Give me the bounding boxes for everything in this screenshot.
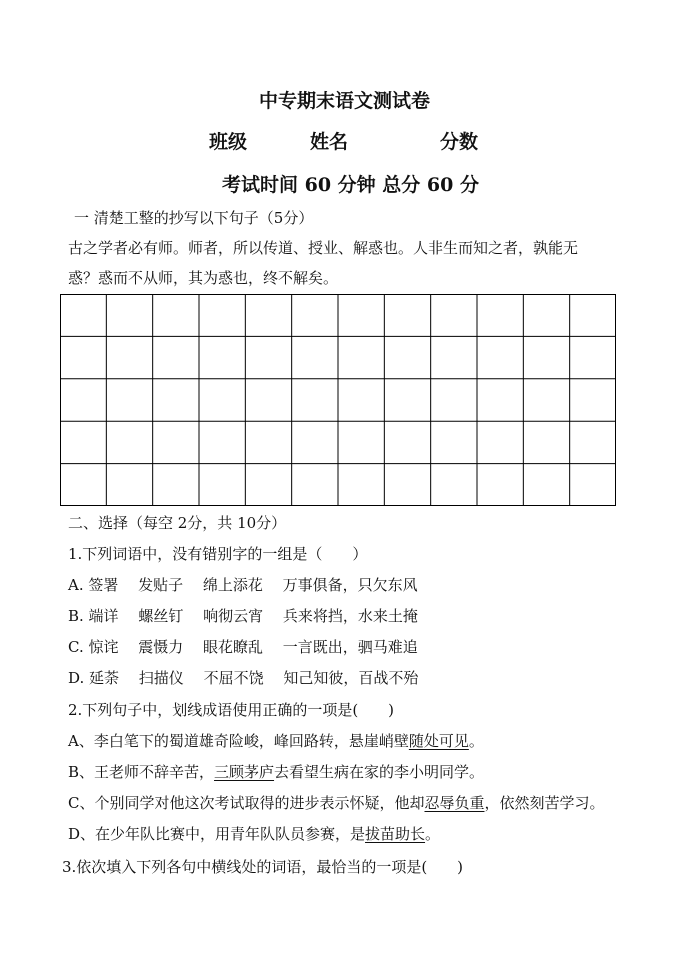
q2-a-text: A、李白笔下的蜀道雄奇险峻，峰回路转，悬崖峭壁 — [68, 732, 409, 750]
q1-option-d: D. 延荼 扫描仪 不屈不饶 知己知彼，百战不殆 — [68, 669, 419, 687]
class-label: 班级 — [209, 131, 248, 153]
copy-grid[interactable] — [60, 294, 616, 506]
passage-line-2: 惑？惑而不从师，其为惑也，终不解矣。 — [68, 269, 339, 287]
score-label: 分数 — [440, 131, 479, 153]
section1-heading: 一 清楚工整的抄写以下句子（5分） — [74, 209, 314, 227]
page-title: 中专期末语文测试卷 — [259, 90, 431, 112]
section2-heading: 二、选择（每空 2分，共 10分） — [68, 514, 287, 532]
q3-stem: 3.依次填入下列各句中横线处的词语，最恰当的一项是( ) — [62, 858, 464, 876]
q2-option-a — [68, 730, 484, 751]
q2-d-end: 。 — [425, 825, 441, 843]
q1-option-a: A. 签署 发贴子 绵上添花 万事俱备，只欠东风 — [68, 576, 418, 594]
q2-a-idiom: 随处可见 — [408, 732, 469, 750]
q1-option-b: B. 端详 螺丝钉 响彻云宵 兵来将挡，水来土掩 — [68, 607, 418, 625]
q2-option-d — [68, 823, 440, 844]
exam-info: 考试时间 60 分钟 总分 60 分 — [222, 174, 479, 196]
q2-a-end: 。 — [468, 732, 484, 750]
q2-b-text: B、王老师不辞辛苦， — [68, 763, 215, 781]
passage-line-1: 古之学者必有师。师者，所以传道、授业、解惑也。人非生而知之者，孰能无 — [68, 239, 579, 257]
q2-b-idiom: 三顾茅庐 — [214, 763, 275, 781]
q2-stem: 2.下列句子中，划线成语使用正确的一项是( ) — [68, 701, 395, 719]
name-label: 姓名 — [310, 131, 349, 153]
q2-c-text: C、个别同学对他这次考试取得的进步表示怀疑，他却 — [68, 794, 425, 812]
q1-stem: 1.下列词语中，没有错别字的一组是（ ） — [68, 545, 368, 563]
q2-option-b — [68, 761, 484, 782]
q2-d-idiom: 拔苗助长 — [365, 825, 426, 843]
q2-b-end: 去看望生病在家的李小明同学。 — [274, 763, 485, 781]
q2-c-end: ，依然刻苦学习。 — [484, 794, 605, 812]
q2-d-text: D、在少年队比赛中，用青年队队员参赛，是 — [68, 825, 366, 843]
q2-option-c — [68, 792, 605, 813]
q1-option-c: C. 惊诧 震慑力 眼花瞭乱 一言既出，驷马难追 — [68, 638, 418, 656]
q2-c-idiom: 忍辱负重 — [424, 794, 485, 812]
